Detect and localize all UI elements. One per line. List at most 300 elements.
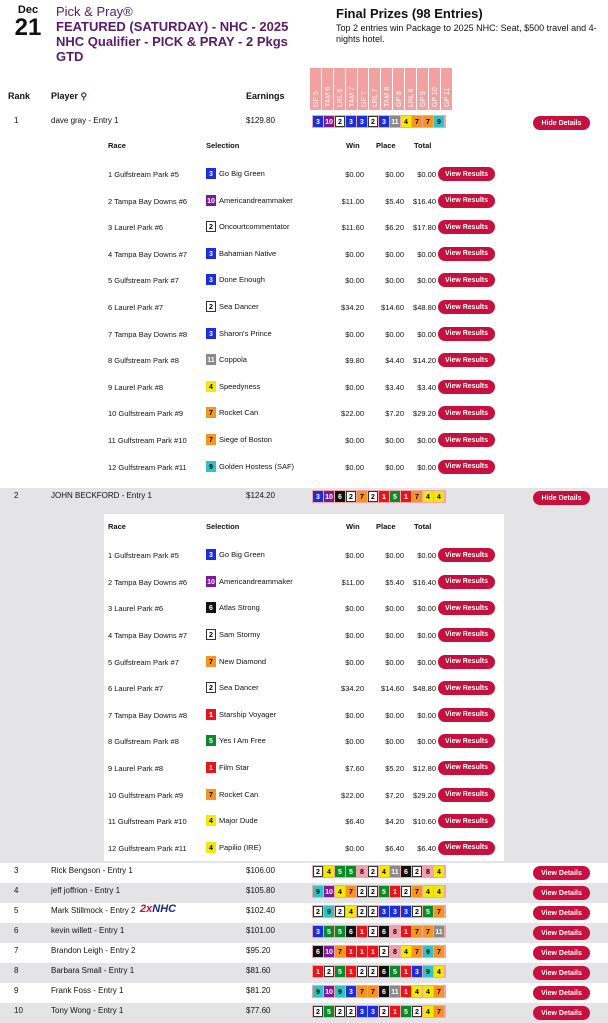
race-column-label: GP 8 xyxy=(396,91,404,107)
pick-number: 4 xyxy=(423,1006,433,1017)
pick-number: 10 xyxy=(206,195,216,206)
earnings-cell: $81.60 xyxy=(246,966,271,976)
view-results-button[interactable]: View Results xyxy=(438,353,495,367)
player-name: Barbara Small - Entry 1 xyxy=(51,966,135,976)
details-race: 9 Laurel Park #8 xyxy=(108,382,164,392)
pick-number: 7 xyxy=(346,886,356,897)
pick-number: 7 xyxy=(412,946,422,957)
race-column-label: GP 11 xyxy=(443,87,451,107)
pick-number: 2 xyxy=(206,629,216,640)
details-race: 12 Gulfstream Park #11 xyxy=(108,462,187,472)
details-place: $5.40 xyxy=(385,196,404,206)
details-win: $6.40 xyxy=(345,817,364,827)
pick-number: 4 xyxy=(434,966,444,977)
race-column-header xyxy=(429,68,441,110)
pick-number: 2 xyxy=(313,1006,323,1017)
picks-strip xyxy=(312,490,446,503)
pick-number: 3 xyxy=(379,116,389,127)
details-place: $7.20 xyxy=(385,409,404,419)
details-win: $0.00 xyxy=(345,843,364,853)
details-place: $0.00 xyxy=(385,276,404,286)
details-row xyxy=(104,353,504,367)
details-selection xyxy=(206,789,258,800)
details-table xyxy=(104,514,504,861)
view-results-button[interactable]: View Results xyxy=(438,655,495,669)
details-place: $4.40 xyxy=(385,356,404,366)
details-selection xyxy=(206,301,259,312)
pick-number: 1 xyxy=(390,1006,400,1017)
race-column-header xyxy=(358,68,370,110)
details-row xyxy=(104,681,504,695)
pick-number: 1 xyxy=(357,946,367,957)
view-results-button[interactable]: View Results xyxy=(438,601,495,615)
details-selection xyxy=(206,381,260,392)
pick-number: 7 xyxy=(357,986,367,997)
details-selection xyxy=(206,549,265,560)
pick-number: 3 xyxy=(401,906,411,917)
details-total: $6.40 xyxy=(417,843,436,853)
view-results-button[interactable]: View Results xyxy=(438,814,495,828)
player-name: Tony Wong - Entry 1 xyxy=(51,1006,124,1016)
rank-cell: 5 xyxy=(14,906,19,916)
details-total: $0.00 xyxy=(417,630,436,640)
details-row xyxy=(104,406,504,420)
pick-number: 1 xyxy=(346,946,356,957)
player-name: JOHN BECKFORD - Entry 1 xyxy=(51,491,152,501)
nhc-badge-prefix: 2x xyxy=(140,903,153,916)
pick-number: 3 xyxy=(206,248,216,259)
pick-number: 2 xyxy=(368,906,378,917)
rank-cell: 3 xyxy=(14,866,19,876)
player-name: Mark Stillmock - Entry 2 xyxy=(51,906,136,916)
details-win: $11.00 xyxy=(341,577,364,587)
view-results-button[interactable]: View Results xyxy=(438,761,495,775)
details-selection xyxy=(206,656,266,667)
pick-number: 3 xyxy=(206,328,216,339)
details-total: $0.00 xyxy=(417,329,436,339)
details-race: 8 Gulfstream Park #8 xyxy=(108,356,179,366)
details-race: 2 Tampa Bay Downs #6 xyxy=(108,577,188,587)
details-selection xyxy=(206,735,266,746)
details-row xyxy=(104,814,504,828)
details-race: 7 Tampa Bay Downs #8 xyxy=(108,710,188,720)
details-race: 10 Gulfstream Park #9 xyxy=(108,790,184,800)
pick-number: 2 xyxy=(206,682,216,693)
view-results-button[interactable]: View Results xyxy=(438,167,495,181)
view-details-button[interactable]: View Details xyxy=(533,886,590,900)
pick-number: 2 xyxy=(313,906,323,917)
pick-number: 2 xyxy=(357,966,367,977)
horse-name: Sharon's Prince xyxy=(219,328,272,338)
details-total: $16.40 xyxy=(413,196,436,206)
view-results-button[interactable]: View Results xyxy=(438,380,495,394)
prize-block xyxy=(336,6,606,45)
details-place: $14.60 xyxy=(381,684,404,694)
pick-number: 8 xyxy=(423,866,433,877)
view-details-button[interactable]: View Details xyxy=(533,1006,590,1020)
view-results-button[interactable]: View Results xyxy=(438,220,495,234)
pick-number: 6 xyxy=(401,866,411,877)
details-race: 3 Laurel Park #6 xyxy=(108,604,164,614)
view-results-button[interactable]: View Results xyxy=(438,273,495,287)
horse-name: Bahamian Native xyxy=(219,248,277,258)
details-selection xyxy=(206,434,272,445)
pick-number: 5 xyxy=(346,866,356,877)
pick-number: 3 xyxy=(206,549,216,560)
pick-number: 1 xyxy=(401,926,411,937)
view-results-button[interactable]: View Results xyxy=(438,300,495,314)
pick-number: 7 xyxy=(206,407,216,418)
details-row xyxy=(104,300,504,314)
pick-number: 7 xyxy=(423,116,433,127)
details-race: 5 Gulfstream Park #7 xyxy=(108,276,179,286)
details-selection xyxy=(206,629,260,640)
leaderboard-row xyxy=(0,488,608,508)
pick-number: 2 xyxy=(412,1006,422,1017)
pick-number: 2 xyxy=(313,866,323,877)
picks-strip xyxy=(312,905,446,918)
details-header-total: Total xyxy=(414,141,432,150)
view-results-button[interactable]: View Results xyxy=(438,681,495,695)
pick-number: 3 xyxy=(346,986,356,997)
rank-cell: 9 xyxy=(14,986,19,996)
view-results-button[interactable]: View Results xyxy=(438,788,495,802)
race-column-header xyxy=(381,68,393,110)
earnings-cell: $101.00 xyxy=(246,926,275,936)
details-header-win: Win xyxy=(346,522,360,532)
pick-number: 9 xyxy=(324,906,334,917)
details-win: $9.80 xyxy=(345,356,364,366)
details-race: 11 Gulfstream Park #10 xyxy=(108,436,187,445)
pick-number: 5 xyxy=(390,491,400,502)
picks-strip xyxy=(312,115,446,128)
horse-name: Oncourtcommentator xyxy=(219,222,290,232)
view-details-button[interactable]: View Details xyxy=(533,946,590,960)
details-race: 12 Gulfstream Park #11 xyxy=(108,843,187,853)
pick-number: 1 xyxy=(401,966,411,977)
player-header xyxy=(51,91,87,102)
horse-name: Rocket Can xyxy=(219,408,259,418)
pick-number: 4 xyxy=(346,906,356,917)
details-total: $3.40 xyxy=(417,382,436,392)
details-selection xyxy=(206,221,289,232)
details-header-race: Race xyxy=(108,141,126,150)
details-place: $5.20 xyxy=(385,763,404,773)
view-results-button[interactable]: View Results xyxy=(438,327,495,341)
pick-number: 2 xyxy=(368,966,378,977)
view-results-button[interactable]: View Results xyxy=(438,734,495,748)
earnings-cell: $77.60 xyxy=(246,1006,271,1016)
details-selection xyxy=(206,407,258,418)
details-race: 1 Gulfstream Park #5 xyxy=(108,170,179,179)
details-place: $0.00 xyxy=(385,630,404,640)
pick-number: 11 xyxy=(390,116,400,127)
pick-number: 10 xyxy=(206,576,216,587)
pick-number: 1 xyxy=(390,886,400,897)
details-table xyxy=(104,133,504,480)
hide-details-button[interactable]: Hide Details xyxy=(533,116,590,130)
details-row xyxy=(104,167,504,181)
pick-number: 3 xyxy=(313,116,323,127)
details-row xyxy=(104,628,504,642)
leaderboard-row xyxy=(0,943,608,963)
pick-number: 3 xyxy=(390,906,400,917)
details-row xyxy=(104,433,504,447)
pick-number: 7 xyxy=(368,986,378,997)
rank-cell: 4 xyxy=(14,886,19,896)
nhc-badge-suffix: NHC xyxy=(152,903,177,916)
player-header-label: Player xyxy=(51,91,79,101)
details-total: $0.00 xyxy=(417,604,436,614)
rank-cell: 10 xyxy=(14,1006,23,1016)
pick-number: 3 xyxy=(346,116,356,127)
leaderboard-row xyxy=(0,963,608,983)
pick-number: 5 xyxy=(206,735,216,746)
race-column-header xyxy=(346,68,358,110)
details-row xyxy=(104,575,504,589)
pick-number: 1 xyxy=(401,491,411,502)
pick-number: 4 xyxy=(423,491,433,502)
horse-name: Atlas Strong xyxy=(219,603,260,613)
details-total: $17.80 xyxy=(413,223,436,233)
rank-cell: 6 xyxy=(14,926,19,936)
horse-name: Americandreammaker xyxy=(219,195,293,205)
pick-number: 5 xyxy=(324,1006,334,1017)
rank-cell: 1 xyxy=(14,116,19,125)
details-row xyxy=(104,655,504,669)
view-results-button[interactable]: View Results xyxy=(438,406,495,420)
details-win: $0.00 xyxy=(345,737,364,747)
pick-number: 6 xyxy=(379,926,389,937)
details-selection xyxy=(206,328,272,339)
horse-name: Rocket Can xyxy=(219,789,259,799)
details-win: $0.00 xyxy=(345,462,364,472)
horse-name: New Diamond xyxy=(219,656,267,666)
details-row xyxy=(104,788,504,802)
race-column-headers xyxy=(310,68,453,110)
pick-number: 4 xyxy=(206,815,216,826)
view-results-button[interactable]: View Results xyxy=(438,460,495,474)
details-row xyxy=(104,247,504,261)
nhc-badge xyxy=(140,903,176,915)
horse-name: Siege of Boston xyxy=(219,435,272,444)
leaderboard-row xyxy=(0,883,608,903)
pick-number: 4 xyxy=(434,866,444,877)
pick-number: 10 xyxy=(324,946,334,957)
pick-number: 1 xyxy=(401,986,411,997)
horse-name: Sea Dancer xyxy=(219,302,259,311)
prize-title: Final Prizes (98 Entries) xyxy=(336,6,483,21)
pick-number: 10 xyxy=(324,116,334,127)
race-column-header xyxy=(393,68,405,110)
pick-number: 10 xyxy=(324,986,334,997)
pick-number: 3 xyxy=(206,274,216,285)
leaderboard-row xyxy=(0,863,608,883)
pick-number: 7 xyxy=(206,656,216,667)
pick-number: 9 xyxy=(313,886,323,897)
leaderboard-row xyxy=(0,1003,608,1023)
view-details-button[interactable]: View Details xyxy=(533,966,590,980)
view-results-button[interactable]: View Results xyxy=(438,628,495,642)
details-place: $6.20 xyxy=(385,223,404,233)
race-column-header xyxy=(441,68,453,110)
pick-number: 1 xyxy=(206,709,216,720)
details-win: $11.00 xyxy=(341,196,364,206)
pick-number: 10 xyxy=(324,491,334,502)
pick-number: 5 xyxy=(379,886,389,897)
race-column-header xyxy=(405,68,417,110)
details-race: 8 Gulfstream Park #8 xyxy=(108,737,179,747)
pick-number: 7 xyxy=(434,1006,444,1017)
pick-number: 7 xyxy=(206,434,216,445)
player-name: Brandon Leigh - Entry 2 xyxy=(51,946,136,956)
player-name: Frank Foss - Entry 1 xyxy=(51,986,124,996)
details-row xyxy=(104,194,504,208)
details-total: $0.00 xyxy=(417,276,436,286)
details-win: $0.00 xyxy=(345,329,364,339)
pick-number: 2 xyxy=(357,906,367,917)
details-selection xyxy=(206,842,261,853)
earnings-cell: $95.20 xyxy=(246,946,271,956)
details-race: 11 Gulfstream Park #10 xyxy=(108,817,187,827)
pick-number: 9 xyxy=(423,946,433,957)
race-column-header xyxy=(322,68,334,110)
details-total: $0.00 xyxy=(417,462,436,472)
race-column-label: GP 7 xyxy=(360,91,368,107)
details-race: 4 Tampa Bay Downs #7 xyxy=(108,249,188,259)
search-icon[interactable]: ⚲ xyxy=(80,91,88,101)
race-column-header xyxy=(310,68,322,110)
pick-number: 7 xyxy=(412,116,422,127)
details-race: 7 Tampa Bay Downs #8 xyxy=(108,329,188,339)
pick-number: 3 xyxy=(379,906,389,917)
prize-description: Top 2 entries win Package to 2025 NHC: Seat, $500 travel and 4-nights hotel. xyxy=(336,23,597,44)
pick-number: 2 xyxy=(368,866,378,877)
details-selection xyxy=(206,274,265,285)
details-place: $14.60 xyxy=(381,303,404,312)
pick-number: 4 xyxy=(412,986,422,997)
pick-number: 7 xyxy=(357,491,367,502)
hide-details-button[interactable]: Hide Details xyxy=(533,491,590,505)
pick-number: 6 xyxy=(335,491,345,502)
details-selection xyxy=(206,195,293,206)
pick-number: 2 xyxy=(368,116,378,127)
race-column-label: GP 10 xyxy=(431,87,439,107)
race-column-header xyxy=(369,68,381,110)
pick-number: 2 xyxy=(357,886,367,897)
pick-number: 7 xyxy=(412,926,422,937)
details-place: $0.00 xyxy=(385,436,404,445)
pick-number: 2 xyxy=(412,906,422,917)
horse-name: Major Dude xyxy=(219,816,258,826)
view-details-button[interactable]: View Details xyxy=(533,866,590,880)
details-row xyxy=(104,548,504,562)
pick-number: 7 xyxy=(412,886,422,897)
view-results-button[interactable]: View Results xyxy=(438,548,495,562)
details-row xyxy=(104,761,504,775)
pick-number: 11 xyxy=(206,354,216,365)
pick-number: 2 xyxy=(206,301,216,312)
details-selection xyxy=(206,576,293,587)
details-header-place: Place xyxy=(376,522,396,532)
pick-number: 2 xyxy=(335,1006,345,1017)
pick-number: 2 xyxy=(335,116,345,127)
pick-number: 2 xyxy=(324,966,334,977)
view-results-button[interactable]: View Results xyxy=(438,841,495,855)
pick-number: 4 xyxy=(434,886,444,897)
details-place: $4.20 xyxy=(385,817,404,827)
details-header-win: Win xyxy=(346,141,360,150)
pick-number: 7 xyxy=(434,986,444,997)
view-results-button[interactable]: View Results xyxy=(438,708,495,722)
horse-name: Yes I Am Free xyxy=(219,736,266,746)
pick-number: 1 xyxy=(357,926,367,937)
race-column-label: TAM 7 xyxy=(348,86,356,107)
details-total: $0.00 xyxy=(417,551,436,561)
details-place: $3.40 xyxy=(385,382,404,392)
details-row xyxy=(104,734,504,748)
details-win: $22.00 xyxy=(341,409,364,419)
details-win: $0.00 xyxy=(345,170,364,179)
details-place: $7.20 xyxy=(385,790,404,800)
brand-name: Pick & Pray® xyxy=(56,4,133,19)
view-details-button[interactable]: View Details xyxy=(533,986,590,1000)
details-race: 3 Laurel Park #6 xyxy=(108,223,164,233)
pick-number: 9 xyxy=(335,986,345,997)
pick-number: 7 xyxy=(412,491,422,502)
leaderboard-row xyxy=(0,923,608,943)
view-results-button[interactable]: View Results xyxy=(438,194,495,208)
race-column-label: LRL 7 xyxy=(372,88,380,107)
details-total: $0.00 xyxy=(417,657,436,667)
pick-number: 4 xyxy=(423,886,433,897)
details-total: $48.80 xyxy=(413,684,436,694)
pick-number: 3 xyxy=(313,491,323,502)
pick-number: 7 xyxy=(206,789,216,800)
date-block xyxy=(8,4,48,40)
details-row xyxy=(104,327,504,341)
rank-cell: 7 xyxy=(14,946,19,956)
view-results-button[interactable]: View Results xyxy=(438,575,495,589)
details-total: $48.80 xyxy=(413,303,436,312)
view-results-button[interactable]: View Results xyxy=(438,247,495,261)
details-header-selection: Selection xyxy=(206,522,240,532)
view-details-button[interactable]: View Details xyxy=(533,906,590,920)
view-results-button[interactable]: View Results xyxy=(438,433,495,447)
view-details-button[interactable]: View Details xyxy=(533,926,590,940)
pick-number: 8 xyxy=(357,866,367,877)
rank-cell: 2 xyxy=(14,491,19,501)
pick-number: 11 xyxy=(434,926,444,937)
details-selection xyxy=(206,461,294,472)
details-win: $0.00 xyxy=(345,630,364,640)
leaderboard-row xyxy=(0,113,608,133)
details-place: $5.40 xyxy=(385,577,404,587)
player-name: Rick Bengson - Entry 1 xyxy=(51,866,133,876)
details-total: $29.20 xyxy=(413,409,436,419)
horse-name: Speedyness xyxy=(219,381,261,391)
pick-number: 2 xyxy=(368,926,378,937)
details-selection xyxy=(206,248,276,259)
player-name: jeff joffrion - Entry 1 xyxy=(51,886,121,896)
date-day: 21 xyxy=(14,14,42,41)
horse-name: Film Star xyxy=(219,762,249,772)
date-month: Dec xyxy=(17,4,39,16)
pick-number: 1 xyxy=(379,491,389,502)
pick-number: 4 xyxy=(335,886,345,897)
pick-number: 2 xyxy=(346,1006,356,1017)
details-place: $0.00 xyxy=(385,249,404,259)
